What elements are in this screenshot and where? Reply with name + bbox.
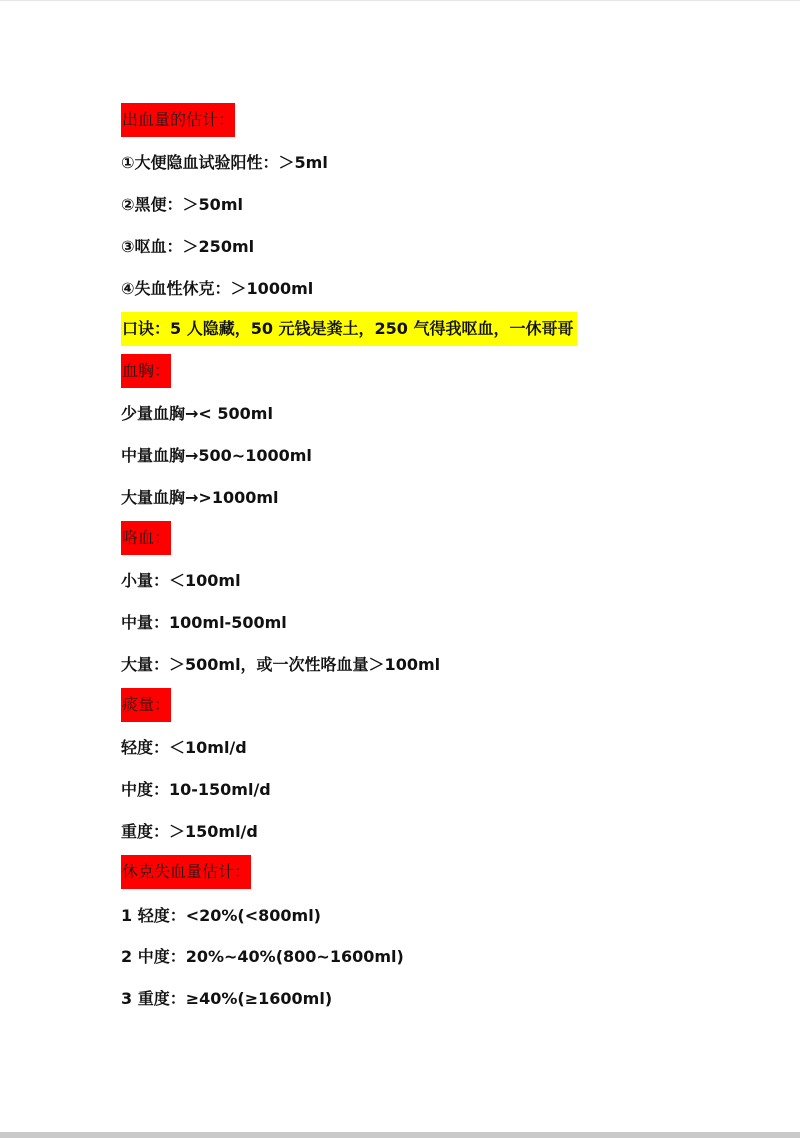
line-text: 少量血胸→< 500ml — [121, 403, 273, 423]
list-item — [121, 726, 761, 768]
section-heading-bleeding-estimate — [121, 99, 761, 141]
line-text: 3 重度：≥40%(≥1600ml) — [121, 989, 333, 1009]
section-heading-sputum — [121, 684, 761, 726]
list-item — [121, 141, 761, 183]
list-item — [121, 224, 761, 266]
line-text: 中量：100ml-500ml — [121, 612, 287, 632]
list-item — [121, 977, 761, 1019]
line-text: 小量：＜100ml — [121, 571, 241, 591]
line-text: ①大便隐血试验阳性：＞5ml — [121, 153, 328, 173]
list-item — [121, 642, 761, 684]
list-item — [121, 392, 761, 434]
line-text: 1 轻度：<20%(<800ml) — [121, 905, 321, 925]
line-text: 轻度：＜10ml/d — [121, 738, 247, 758]
list-item — [121, 810, 761, 852]
line-text: 中度：10-150ml/d — [121, 780, 271, 800]
line-text: 中量血胸→500~1000ml — [121, 445, 312, 465]
list-item — [121, 768, 761, 810]
line-text: 重度：＞150ml/d — [121, 821, 258, 841]
section-heading-shock-blood-loss — [121, 851, 761, 893]
heading-text: 血胸： — [121, 354, 171, 388]
line-text: 大量血胸→>1000ml — [121, 487, 279, 507]
heading-text: 痰量： — [121, 688, 171, 722]
list-item — [121, 183, 761, 225]
list-item — [121, 475, 761, 517]
document-body — [121, 99, 761, 1019]
heading-text: 休克失血量估计： — [121, 855, 251, 889]
line-text: 2 中度：20%~40%(800~1600ml) — [121, 947, 404, 967]
line-text: 大量：＞500ml，或一次性咯血量＞100ml — [121, 654, 441, 674]
list-item — [121, 893, 761, 935]
heading-text: 出血量的估计： — [121, 103, 235, 137]
heading-text: 咯血： — [121, 521, 171, 555]
section-heading-hemoptysis — [121, 517, 761, 559]
list-item — [121, 266, 761, 308]
list-item — [121, 559, 761, 601]
mnemonic-line — [121, 308, 761, 350]
list-item — [121, 601, 761, 643]
list-item — [121, 433, 761, 475]
list-item — [121, 935, 761, 977]
page-bottom-edge — [0, 1132, 800, 1138]
line-text: ④失血性休克：＞1000ml — [121, 278, 314, 298]
line-text: ③呕血：＞250ml — [121, 236, 255, 256]
line-text: ②黑便：＞50ml — [121, 194, 243, 214]
mnemonic-text: 口诀：5 人隐藏，50 元钱是粪土，250 气得我呕血，一休哥哥 — [121, 312, 577, 346]
section-heading-hemothorax — [121, 350, 761, 392]
